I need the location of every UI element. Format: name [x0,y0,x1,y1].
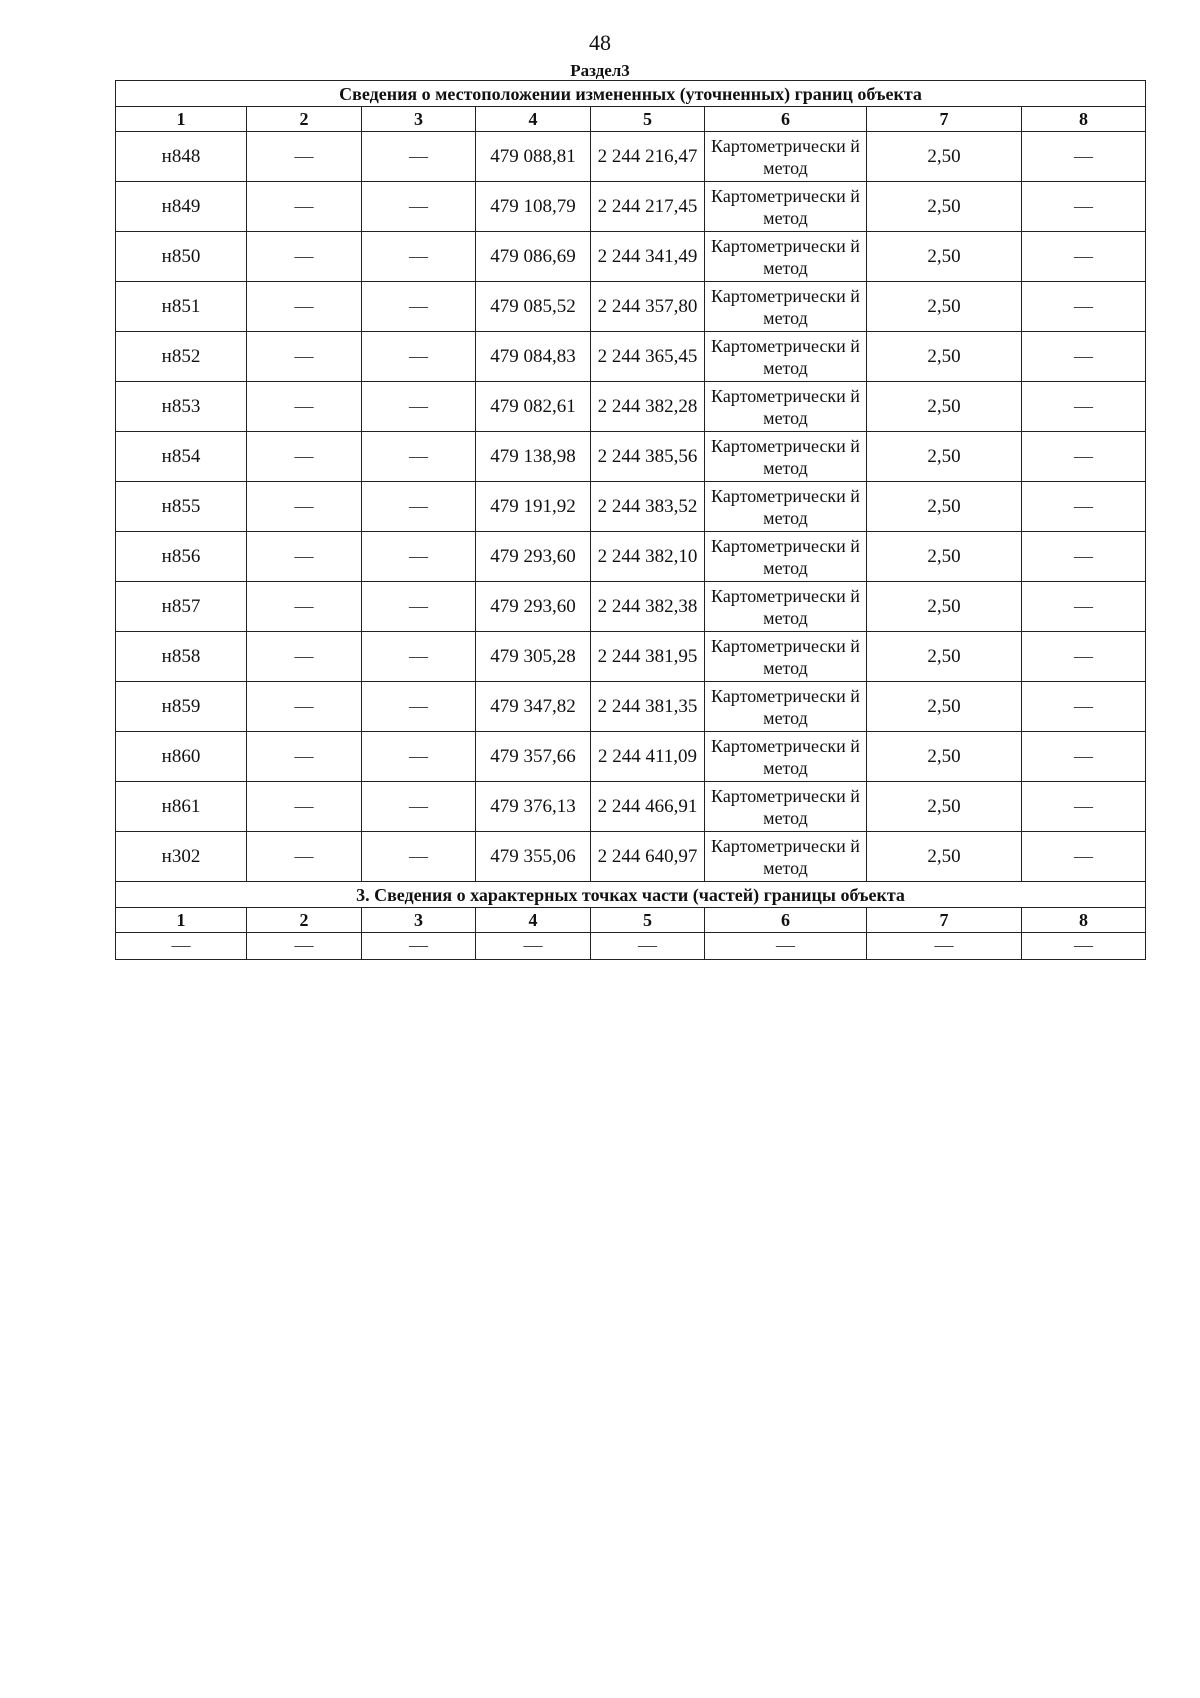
column-8-cell: — [1022,582,1146,632]
point-number-cell: н857 [116,582,247,632]
method-cell: Картометрически й метод [705,482,867,532]
method-cell: Картометрически й метод [705,132,867,182]
y-coordinate-cell: 2 244 357,80 [591,282,705,332]
column-header: 2 [247,908,362,933]
column-8-cell: — [1022,832,1146,882]
accuracy-cell: 2,50 [867,482,1022,532]
x-coordinate-cell: 479 293,60 [476,582,591,632]
y-coordinate-cell: 2 244 365,45 [591,332,705,382]
method-cell: Картометрически й метод [705,682,867,732]
table-cell: — [116,933,247,960]
method-cell: Картометрически й метод [705,432,867,482]
x-coordinate-cell: 479 085,52 [476,282,591,332]
table-cell: — [362,933,476,960]
y-coordinate-cell: 2 244 381,95 [591,632,705,682]
x-coordinate-cell: 479 108,79 [476,182,591,232]
y-coordinate-cell: 2 244 640,97 [591,832,705,882]
column-2-cell: — [247,332,362,382]
column-8-cell: — [1022,232,1146,282]
x-coordinate-cell: 479 086,69 [476,232,591,282]
column-2-cell: — [247,532,362,582]
column-header: 4 [476,107,591,132]
table-row [116,832,1146,882]
method-cell: Картометрически й метод [705,732,867,782]
column-header: 1 [116,107,247,132]
column-header: 6 [705,908,867,933]
column-header: 5 [591,107,705,132]
table-cell: — [1022,933,1146,960]
method-cell: Картометрически й метод [705,532,867,582]
table-cell: — [247,933,362,960]
method-cell: Картометрически й метод [705,582,867,632]
point-number-cell: н850 [116,232,247,282]
x-coordinate-cell: 479 293,60 [476,532,591,582]
parts-table-title-row [116,882,1146,908]
column-2-cell: — [247,832,362,882]
accuracy-cell: 2,50 [867,282,1022,332]
method-cell: Картометрически й метод [705,782,867,832]
y-coordinate-cell: 2 244 382,38 [591,582,705,632]
accuracy-cell: 2,50 [867,582,1022,632]
column-8-cell: — [1022,682,1146,732]
column-2-cell: — [247,732,362,782]
table-title: Сведения о местоположении измененных (уточненных) границ объекта [116,81,1146,107]
column-2-cell: — [247,382,362,432]
column-2-cell: — [247,232,362,282]
section-label: Раздел3 [570,61,630,80]
y-coordinate-cell: 2 244 385,56 [591,432,705,482]
x-coordinate-cell: 479 082,61 [476,382,591,432]
column-8-cell: — [1022,382,1146,432]
point-number-cell: н861 [116,782,247,832]
column-header: 1 [116,908,247,933]
accuracy-cell: 2,50 [867,232,1022,282]
point-number-cell: н859 [116,682,247,732]
table-row [116,232,1146,282]
column-header: 7 [867,107,1022,132]
table-row [116,582,1146,632]
table-cell: — [867,933,1022,960]
x-coordinate-cell: 479 355,06 [476,832,591,882]
point-number-cell: н302 [116,832,247,882]
column-header: 2 [247,107,362,132]
y-coordinate-cell: 2 244 411,09 [591,732,705,782]
x-coordinate-cell: 479 084,83 [476,332,591,382]
column-header: 5 [591,908,705,933]
table-row [116,732,1146,782]
point-number-cell: н848 [116,132,247,182]
column-header: 4 [476,908,591,933]
point-number-cell: н856 [116,532,247,582]
accuracy-cell: 2,50 [867,432,1022,482]
table-row [116,132,1146,182]
table-row [116,182,1146,232]
column-3-cell: — [362,432,476,482]
column-3-cell: — [362,632,476,682]
column-header: 7 [867,908,1022,933]
point-number-cell: н851 [116,282,247,332]
x-coordinate-cell: 479 305,28 [476,632,591,682]
method-cell: Картометрически й метод [705,182,867,232]
column-2-cell: — [247,782,362,832]
column-header: 6 [705,107,867,132]
point-number-cell: н860 [116,732,247,782]
column-3-cell: — [362,332,476,382]
column-8-cell: — [1022,132,1146,182]
column-3-cell: — [362,182,476,232]
column-3-cell: — [362,682,476,732]
table-cell: — [476,933,591,960]
parts-table-header-row [116,908,1146,933]
table-row [116,632,1146,682]
accuracy-cell: 2,50 [867,132,1022,182]
y-coordinate-cell: 2 244 466,91 [591,782,705,832]
x-coordinate-cell: 479 191,92 [476,482,591,532]
y-coordinate-cell: 2 244 217,45 [591,182,705,232]
accuracy-cell: 2,50 [867,782,1022,832]
column-3-cell: — [362,832,476,882]
table-row [116,432,1146,482]
column-header: 8 [1022,107,1146,132]
table-row [116,282,1146,332]
column-3-cell: — [362,232,476,282]
y-coordinate-cell: 2 244 382,28 [591,382,705,432]
x-coordinate-cell: 479 376,13 [476,782,591,832]
table-row [116,682,1146,732]
table-row [116,782,1146,832]
column-3-cell: — [362,582,476,632]
column-3-cell: — [362,532,476,582]
accuracy-cell: 2,50 [867,682,1022,732]
page-number: 48 [589,30,611,55]
accuracy-cell: 2,50 [867,532,1022,582]
table-cell: — [705,933,867,960]
y-coordinate-cell: 2 244 383,52 [591,482,705,532]
point-number-cell: н849 [116,182,247,232]
table-row [116,382,1146,432]
column-2-cell: — [247,582,362,632]
column-3-cell: — [362,732,476,782]
column-header: 3 [362,107,476,132]
x-coordinate-cell: 479 088,81 [476,132,591,182]
parts-table-row [116,933,1146,960]
accuracy-cell: 2,50 [867,382,1022,432]
column-8-cell: — [1022,782,1146,832]
method-cell: Картометрически й метод [705,332,867,382]
column-2-cell: — [247,682,362,732]
accuracy-cell: 2,50 [867,832,1022,882]
column-8-cell: — [1022,332,1146,382]
point-number-cell: н853 [116,382,247,432]
table-row [116,332,1146,382]
boundary-table [115,80,1146,960]
column-2-cell: — [247,182,362,232]
column-3-cell: — [362,132,476,182]
method-cell: Картометрически й метод [705,282,867,332]
point-number-cell: н854 [116,432,247,482]
x-coordinate-cell: 479 347,82 [476,682,591,732]
column-2-cell: — [247,432,362,482]
table-row [116,532,1146,582]
parts-table-title: 3. Сведения о характерных точках части (частей) границы объекта [116,882,1146,908]
column-2-cell: — [247,282,362,332]
y-coordinate-cell: 2 244 382,10 [591,532,705,582]
table-title-row [116,81,1146,107]
point-number-cell: н855 [116,482,247,532]
column-8-cell: — [1022,282,1146,332]
column-8-cell: — [1022,432,1146,482]
column-header: 8 [1022,908,1146,933]
accuracy-cell: 2,50 [867,182,1022,232]
column-header: 3 [362,908,476,933]
y-coordinate-cell: 2 244 341,49 [591,232,705,282]
column-8-cell: — [1022,182,1146,232]
column-3-cell: — [362,482,476,532]
method-cell: Картометрически й метод [705,832,867,882]
point-number-cell: н852 [116,332,247,382]
column-2-cell: — [247,632,362,682]
table-row [116,482,1146,532]
column-8-cell: — [1022,732,1146,782]
accuracy-cell: 2,50 [867,732,1022,782]
column-3-cell: — [362,782,476,832]
column-2-cell: — [247,482,362,532]
method-cell: Картометрически й метод [705,382,867,432]
boundary-table-body [116,81,1146,960]
column-2-cell: — [247,132,362,182]
x-coordinate-cell: 479 357,66 [476,732,591,782]
method-cell: Картометрически й метод [705,232,867,282]
method-cell: Картометрически й метод [705,632,867,682]
column-3-cell: — [362,382,476,432]
table-header-row [116,107,1146,132]
column-8-cell: — [1022,482,1146,532]
accuracy-cell: 2,50 [867,632,1022,682]
column-3-cell: — [362,282,476,332]
accuracy-cell: 2,50 [867,332,1022,382]
column-8-cell: — [1022,532,1146,582]
column-8-cell: — [1022,632,1146,682]
table-cell: — [591,933,705,960]
x-coordinate-cell: 479 138,98 [476,432,591,482]
y-coordinate-cell: 2 244 216,47 [591,132,705,182]
point-number-cell: н858 [116,632,247,682]
y-coordinate-cell: 2 244 381,35 [591,682,705,732]
